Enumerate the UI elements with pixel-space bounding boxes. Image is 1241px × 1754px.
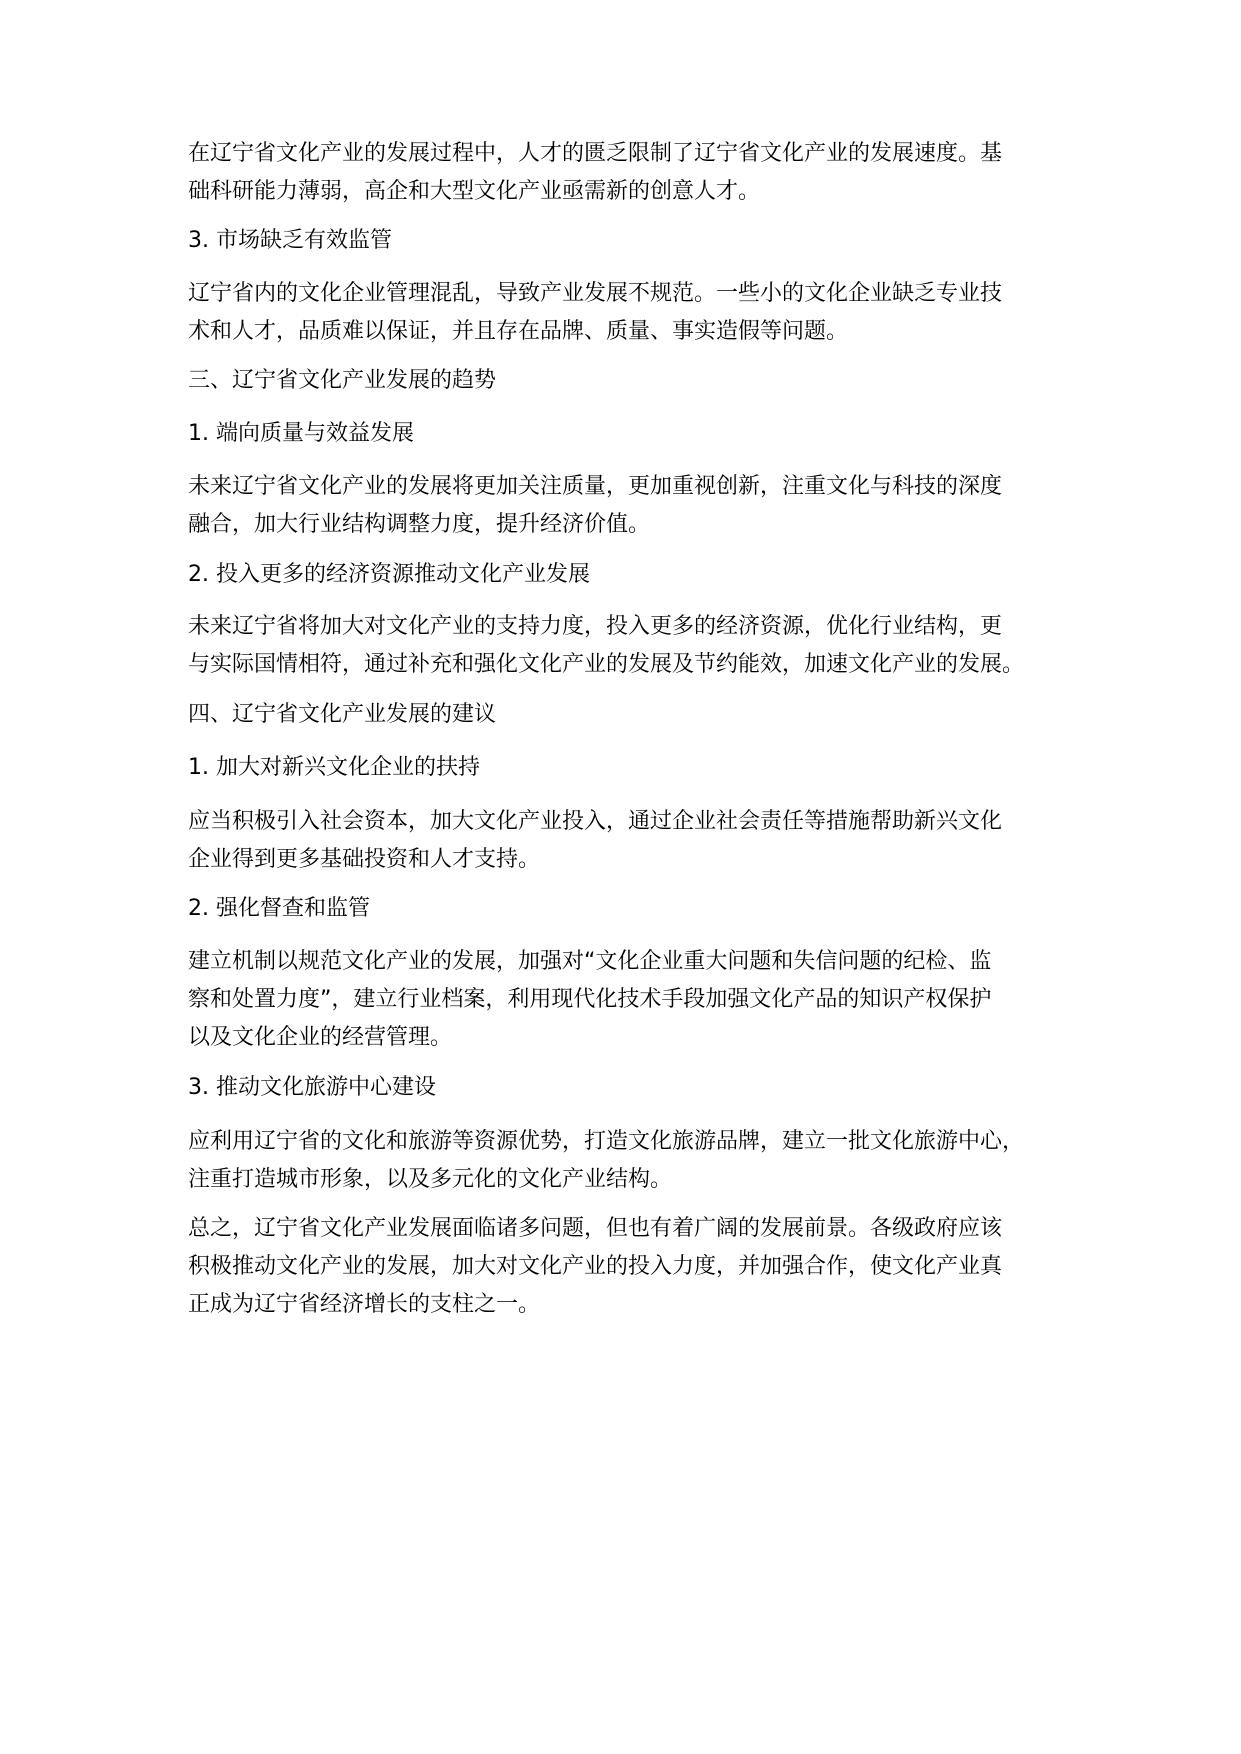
text-line: 术和人才，品质难以保证，并且存在品牌、质量、事实造假等问题。 <box>188 319 849 344</box>
section-heading: 四、辽宁省文化产业发展的建议 <box>188 702 497 727</box>
text-line: 积极推动文化产业的发展，加大对文化产业的投入力度，并加强合作，使文化产业真 <box>188 1254 1003 1279</box>
section-heading: 1. 加大对新兴文化企业的扶持 <box>188 755 480 780</box>
heading-section-suggestions <box>188 696 1088 734</box>
text-line: 应当积极引入社会资本，加大文化产业投入，通过企业社会责任等措施帮助新兴文化 <box>188 809 1003 834</box>
text-line: 察和处置力度”，建立行业档案，利用现代化技术手段加强文化产品的知识产权保护 <box>188 987 992 1012</box>
paragraph-social-capital <box>188 803 1088 879</box>
paragraph-market-chaos <box>188 275 1088 351</box>
heading-support-new-enterprises <box>188 749 1088 787</box>
text-line: 未来辽宁省将加大对文化产业的支持力度，投入更多的经济资源，优化行业结构，更 <box>188 614 1003 639</box>
text-line: 在辽宁省文化产业的发展过程中，人才的匮乏限制了辽宁省文化产业的发展速度。基 <box>188 141 1003 166</box>
text-line: 融合，加大行业结构调整力度，提升经济价值。 <box>188 512 651 537</box>
heading-section-trends <box>188 362 1088 400</box>
section-heading: 2. 强化督查和监管 <box>188 896 370 921</box>
paragraph-tourism-advantages <box>188 1123 1088 1199</box>
section-heading: 三、辽宁省文化产业发展的趋势 <box>188 368 497 393</box>
heading-market-supervision <box>188 222 1088 260</box>
text-line: 正成为辽宁省经济增长的支柱之一。 <box>188 1292 541 1317</box>
heading-supervision <box>188 890 1088 928</box>
paragraph-support-investment <box>188 608 1088 684</box>
heading-quality-benefit <box>188 415 1088 453</box>
heading-tourism-center <box>188 1069 1088 1107</box>
heading-economic-resources <box>188 556 1088 594</box>
text-line: 础科研能力薄弱，高企和大型文化产业亟需新的创意人才。 <box>188 179 761 204</box>
text-line: 应利用辽宁省的文化和旅游等资源优势，打造文化旅游品牌，建立一批文化旅游中心， <box>188 1129 1025 1154</box>
text-line: 注重打造城市形象，以及多元化的文化产业结构。 <box>188 1167 673 1192</box>
section-heading: 3. 市场缺乏有效监管 <box>188 228 392 253</box>
paragraph-quality-focus <box>188 468 1088 544</box>
section-heading: 2. 投入更多的经济资源推动文化产业发展 <box>188 562 590 587</box>
section-heading: 3. 推动文化旅游中心建设 <box>188 1075 436 1100</box>
paragraph-mechanism <box>188 943 1088 1057</box>
text-line: 未来辽宁省文化产业的发展将更加关注质量，更加重视创新，注重文化与科技的深度 <box>188 474 1003 499</box>
text-line: 建立机制以规范文化产业的发展，加强对“文化企业重大问题和失信问题的纪检、监 <box>188 949 992 974</box>
paragraph-talent-shortage <box>188 135 1088 211</box>
text-line: 辽宁省内的文化企业管理混乱，导致产业发展不规范。一些小的文化企业缺乏专业技 <box>188 281 1003 306</box>
text-line: 企业得到更多基础投资和人才支持。 <box>188 847 541 872</box>
section-heading: 1. 端向质量与效益发展 <box>188 421 414 446</box>
text-line: 与实际国情相符，通过补充和强化文化产业的发展及节约能效，加速文化产业的发展。 <box>188 652 1025 677</box>
paragraph-conclusion <box>188 1210 1088 1324</box>
text-line: 总之，辽宁省文化产业发展面临诸多问题，但也有着广阔的发展前景。各级政府应该 <box>188 1216 1003 1241</box>
text-line: 以及文化企业的经营管理。 <box>188 1025 453 1050</box>
